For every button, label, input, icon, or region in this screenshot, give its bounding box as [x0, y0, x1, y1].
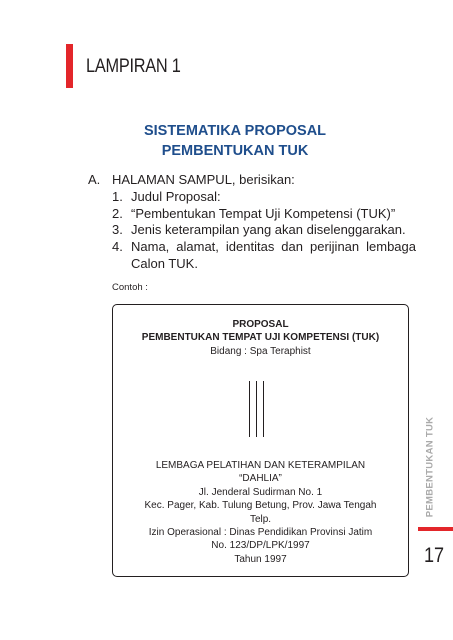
- list-item-text: Judul Proposal:: [131, 188, 221, 204]
- sample-cover-line: Tahun 1997: [234, 553, 287, 565]
- sample-cover-footer: [113, 459, 408, 566]
- page-number: 17: [424, 544, 445, 567]
- list-item-text: Jenis keterampilan yang akan diselenggarakan.: [131, 222, 406, 238]
- divider-line: [263, 381, 264, 437]
- list-item: [112, 239, 416, 273]
- list-item-number: 2.: [112, 205, 123, 221]
- list-item: [112, 189, 416, 206]
- divider-line: [256, 381, 257, 437]
- section-a-heading: [88, 172, 416, 189]
- list-item-number: 3.: [112, 222, 123, 238]
- section-heading-text: HALAMAN SAMPUL, berisikan:: [112, 172, 295, 187]
- example-label: Contoh :: [112, 282, 148, 293]
- document-title-line-1: SISTEMATIKA PROPOSAL: [143, 123, 327, 139]
- sample-cover-line: “DAHLIA”: [239, 473, 282, 485]
- sample-cover-line: Telp.: [249, 513, 272, 525]
- section-letter: A.: [88, 172, 101, 187]
- list-item: [112, 222, 416, 239]
- sample-cover-line: Izin Operasional : Dinas Pendidikan Provinsi Jatim: [148, 527, 373, 539]
- sample-cover-line: Bidang : Spa Teraphist: [210, 345, 311, 357]
- list-item-number: 4.: [112, 239, 123, 255]
- divider-line: [249, 381, 250, 437]
- list-item: [112, 206, 416, 223]
- sample-cover-line: Jl. Jenderal Sudirman No. 1: [198, 486, 323, 498]
- lampiran-heading: LAMPIRAN 1: [86, 56, 181, 77]
- section-a: [88, 172, 416, 273]
- sample-cover-line: Kec. Pager, Kab. Tulung Betung, Prov. Jawa Tengah: [144, 500, 377, 512]
- lampiran-accent-bar: [66, 44, 73, 88]
- section-a-list: [88, 189, 416, 273]
- sample-cover-header: [113, 318, 408, 358]
- side-accent-bar: [418, 527, 453, 531]
- side-section-label-text: PEMBENTUKAN TUK: [424, 416, 436, 518]
- sample-cover-line: PEMBENTUKAN TEMPAT UJI KOMPETENSI (TUK): [141, 332, 380, 344]
- document-title-line-2: PEMBENTUKAN TUK: [161, 143, 309, 159]
- sample-cover-line: No. 123/DP/LPK/1997: [211, 540, 310, 552]
- sample-cover-box: [112, 304, 409, 577]
- list-item-text: “Pembentukan Tempat Uji Kompetensi (TUK)”: [131, 205, 396, 221]
- document-title: [110, 121, 360, 161]
- side-section-label: [423, 412, 437, 522]
- list-item-number: 1.: [112, 188, 123, 204]
- sample-cover-line: LEMBAGA PELATIHAN DAN KETERAMPILAN: [155, 460, 366, 471]
- list-item-text: Nama, alamat, identitas dan perijinan lembaga Calon TUK.: [131, 239, 416, 271]
- sample-cover-line: PROPOSAL: [232, 319, 289, 330]
